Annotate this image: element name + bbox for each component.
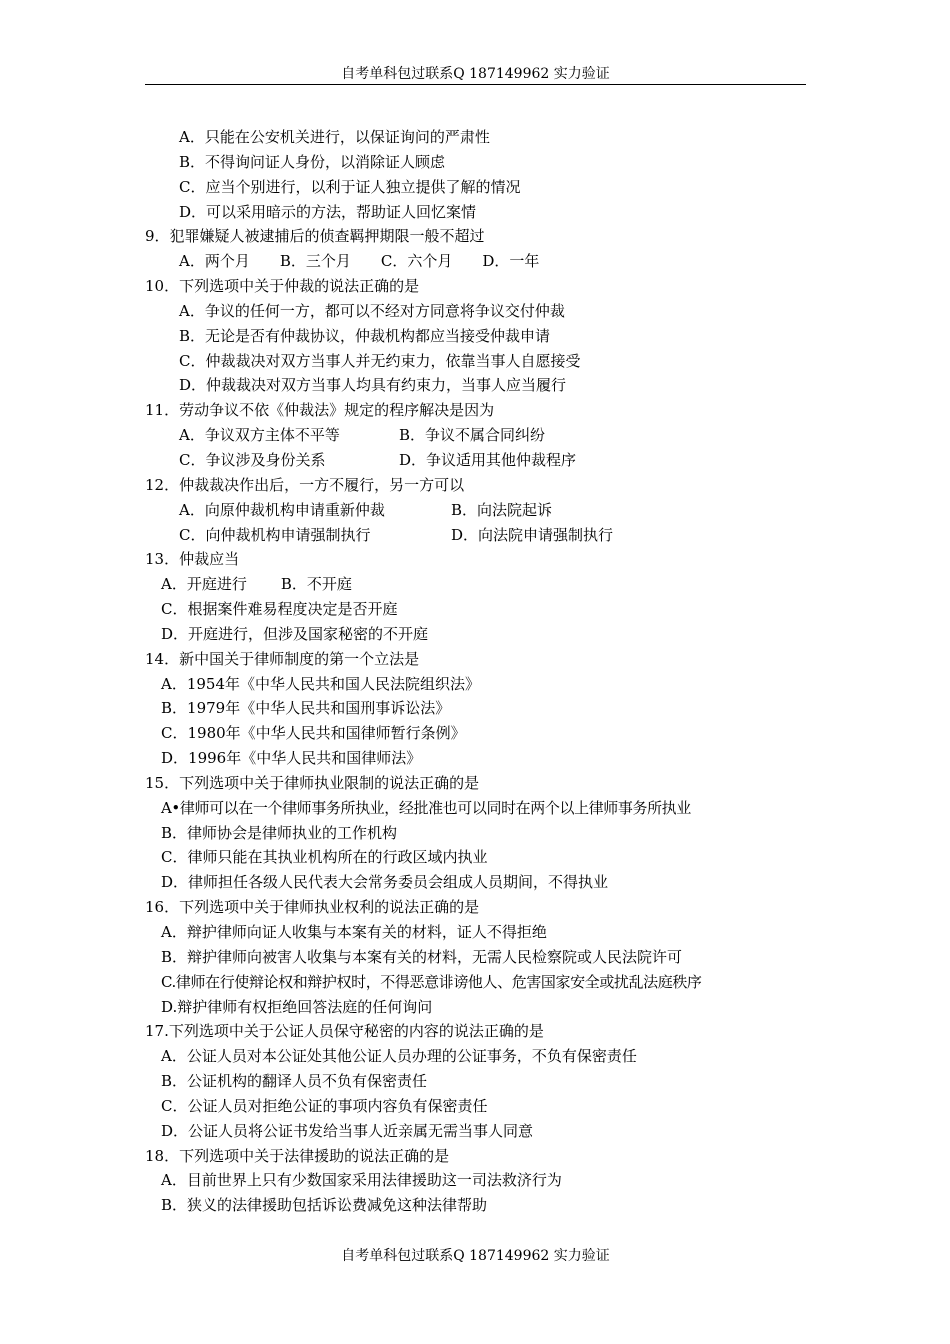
question-stem: 17.下列选项中关于公证人员保守秘密的内容的说法正确的是 [145,1022,544,1041]
page-header: 自考单科包过联系Q 187149962 实力验证 [341,66,610,82]
option-row [145,448,825,473]
option-line: D．公证人员将公证书发给当事人近亲属无需当事人同意 [161,1121,534,1140]
option-line: C.律师在行使辩论权和辩护权时，不得恶意诽谤他人、危害国家安全或扰乱法庭秩序 [161,972,702,991]
option-row [145,249,825,274]
option-line: A．1954年《中华人民共和国人民法院组织法》 [161,674,481,693]
option-line: A•律师可以在一个律师事务所执业，经批准也可以同时在两个以上律师事务所执业 [161,798,691,817]
option-line: B．1979年《中华人民共和国刑事诉讼法》 [161,699,451,718]
option-row [145,498,825,523]
option: A．向原仲裁机构申请重新仲裁 [179,500,385,519]
option-line: C．应当个别进行，以利于证人独立提供了解的情况 [179,177,521,196]
option: B．不开庭 [280,575,352,594]
option-line: B．不得询问证人身份，以消除证人顾虑 [179,152,446,171]
option-line: A．公证人员对本公证处其他公证人员办理的公证事务，不负有保密责任 [161,1047,637,1066]
question-list [145,125,825,1218]
option-row [145,572,825,597]
option: A．争议双方主体不平等 [179,426,340,445]
option-line: D．开庭进行，但涉及国家秘密的不开庭 [161,624,429,643]
option-line: A．争议的任何一方，都可以不经对方同意将争议交付仲裁 [179,301,565,320]
option-line: A．目前世界上只有少数国家采用法律援助这一司法救济行为 [161,1171,562,1190]
option-line: D．可以采用暗示的方法，帮助证人回忆案情 [179,202,477,221]
page-footer: 自考单科包过联系Q 187149962 实力验证 [341,1248,610,1264]
option-line: D．律师担任各级人民代表大会常务委员会组成人员期间，不得执业 [161,873,609,892]
option: D．向法院申请强制执行 [451,525,614,544]
option: C．争议涉及身份关系 [179,450,326,469]
header-divider [145,84,806,85]
question-stem: 11．劳动争议不依《仲裁法》规定的程序解决是因为 [145,401,495,420]
option-line: C．公证人员对拒绝公证的事项内容负有保密责任 [161,1096,488,1115]
option-line: C．根据案件难易程度决定是否开庭 [161,600,398,619]
option: B．三个月 [279,252,351,271]
option-line: C．1980年《中华人民共和国律师暂行条例》 [161,724,466,743]
option-line: B．无论是否有仲裁协议，仲裁机构都应当接受仲裁申请 [179,326,551,345]
option-line: D．仲裁裁决对双方当事人均具有约束力，当事人应当履行 [179,376,567,395]
option-line: B．辩护律师向被害人收集与本案有关的材料，无需人民检察院或人民法院许可 [161,947,683,966]
option-line: A．只能在公安机关进行，以保证询问的严肃性 [179,128,490,146]
option-row [145,423,825,448]
question-stem: 16．下列选项中关于律师执业权利的说法正确的是 [145,898,480,917]
option-line: C．律师只能在其执业机构所在的行政区域内执业 [161,848,488,867]
question-stem: 10．下列选项中关于仲裁的说法正确的是 [145,277,420,296]
option-line: B．律师协会是律师执业的工作机构 [161,823,398,842]
option-line: A．辩护律师向证人收集与本案有关的材料，证人不得拒绝 [161,923,547,941]
question-stem: 12．仲裁裁决作出后，一方不履行，另一方可以 [145,475,465,494]
option: B．争议不属合同纠纷 [399,426,546,445]
option: A．两个月 [179,252,250,271]
option: A．开庭进行 [161,575,247,594]
question-stem: 13．仲裁应当 [145,550,240,569]
question-stem: 14．新中国关于律师制度的第一个立法是 [145,649,420,668]
option-line: B．公证机构的翻译人员不负有保密责任 [161,1072,428,1091]
option-line: C．仲裁裁决对双方当事人并无约束力，依靠当事人自愿接受 [179,351,581,370]
option-row [145,523,825,548]
option: D．一年 [482,252,540,271]
option: B．向法院起诉 [451,500,553,519]
option-line: D．1996年《中华人民共和国律师法》 [161,749,422,768]
question-stem: 18．下列选项中关于法律援助的说法正确的是 [145,1146,450,1165]
option: C．向仲裁机构申请强制执行 [179,525,371,544]
option-line: D.辩护律师有权拒绝回答法庭的任何询问 [161,997,433,1016]
option: D．争议适用其他仲裁程序 [399,450,577,469]
option-line: B．狭义的法律援助包括诉讼费减免这种法律帮助 [161,1196,488,1215]
option: C．六个月 [380,252,453,271]
question-stem: 15．下列选项中关于律师执业限制的说法正确的是 [145,773,480,792]
question-stem: 9．犯罪嫌疑人被逮捕后的侦查羁押期限一般不超过 [145,227,485,246]
